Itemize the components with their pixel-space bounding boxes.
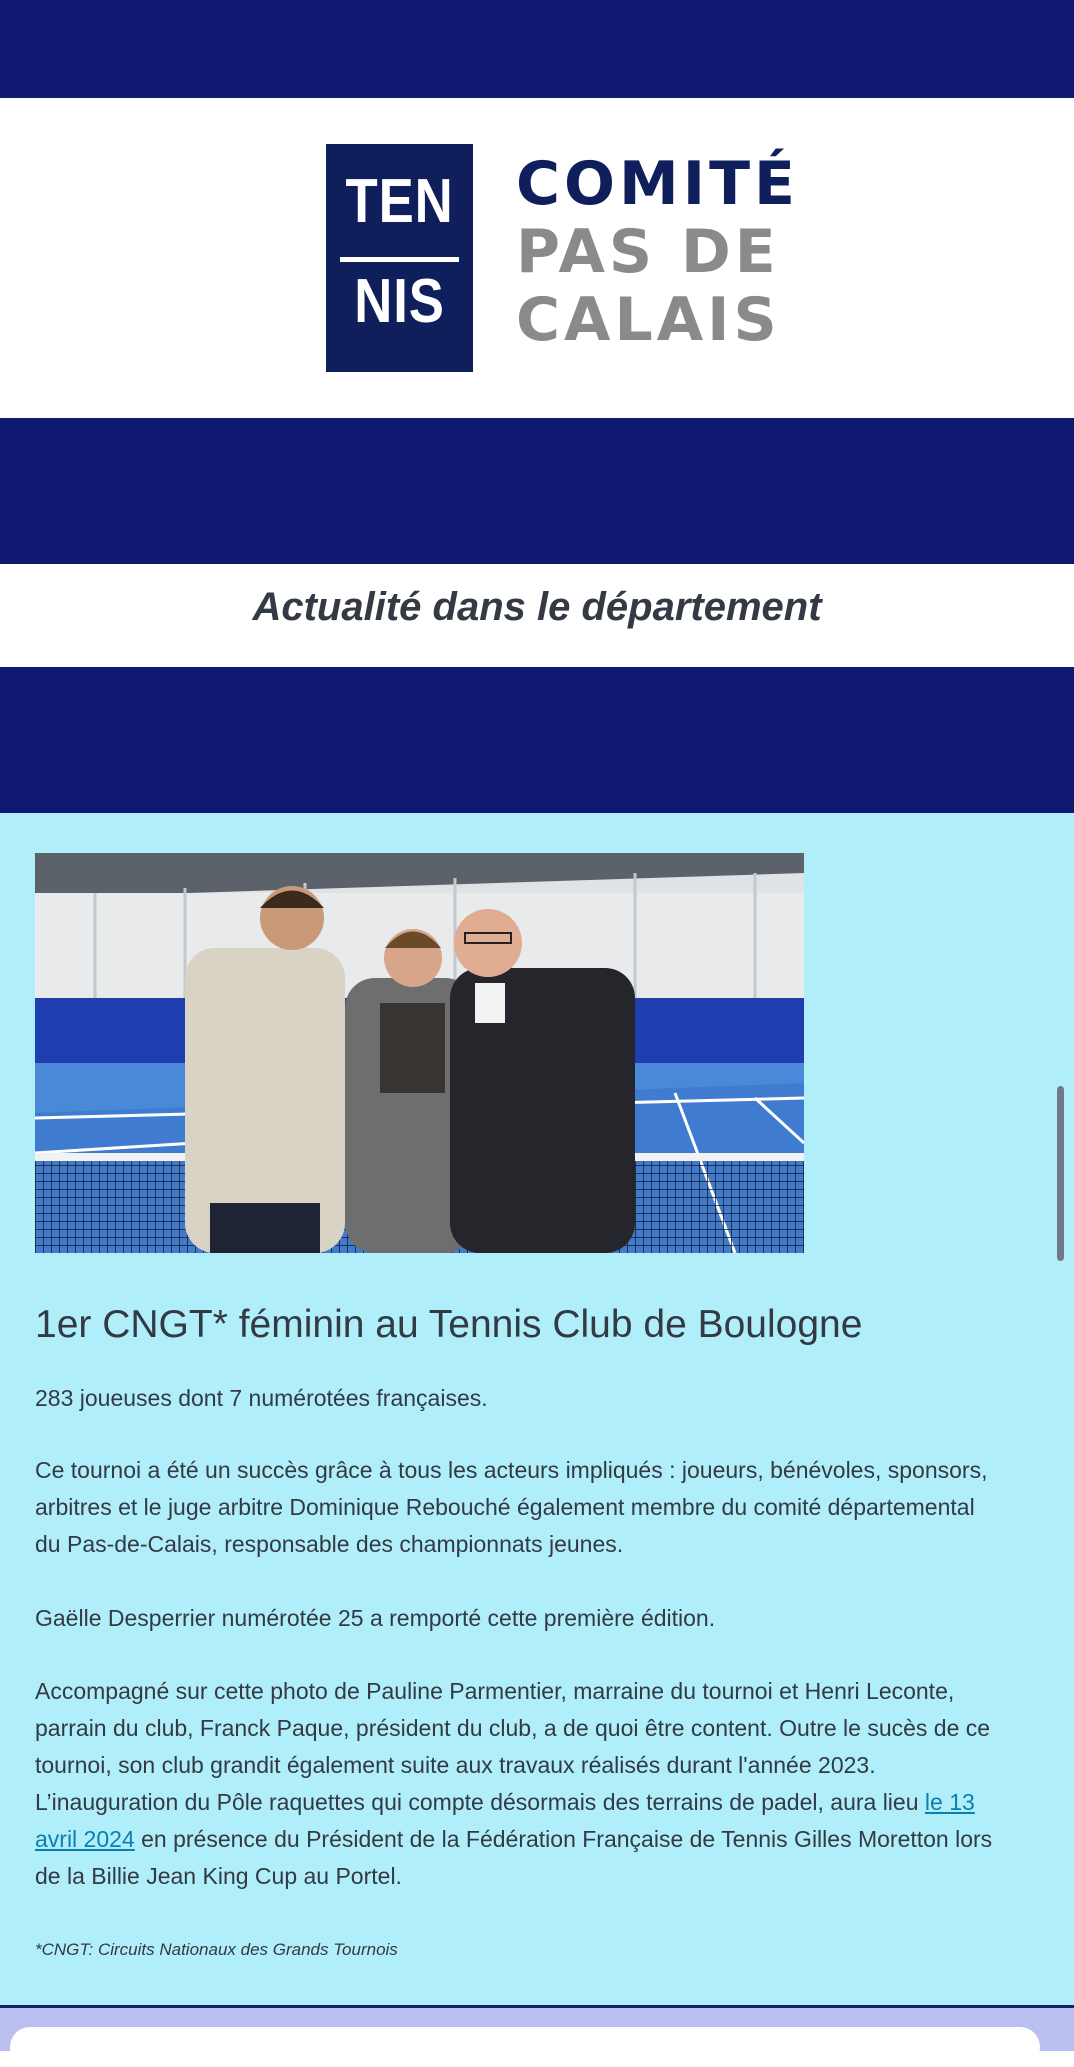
paragraph-line: de la Billie Jean King Cup au Portel.: [35, 1863, 402, 1889]
paragraph-success: [35, 1452, 1074, 1563]
tennis-logo-mark: [326, 144, 473, 372]
middle-navy-band: [0, 418, 1074, 564]
logo-mark-top: TEN: [345, 167, 454, 236]
article-title: 1er CNGT* féminin au Tennis Club de Boulogne: [35, 1303, 863, 1346]
paragraph-line: [35, 1821, 1074, 1858]
logo-line-calais: CALAIS: [516, 285, 781, 355]
paragraph-line: 283 joueuses dont 7 numérotées françaises.: [35, 1385, 488, 1411]
date-link[interactable]: le 13: [924, 1789, 975, 1815]
paragraph-text: en présence du Président de la Fédération Française de Tennis Gilles Moretton lors: [134, 1826, 993, 1852]
logo-mark-rule: [340, 257, 459, 262]
logo-wordmark: [516, 150, 799, 354]
paragraph-text: L’inauguration du Pôle raquettes qui compte désormais des terrains de padel, aura lieu: [35, 1789, 925, 1815]
article-photo: [35, 853, 804, 1253]
paragraph-line: [35, 1784, 1074, 1821]
scrollbar-thumb[interactable]: [1057, 1086, 1064, 1261]
paragraph-line: arbitres et le juge arbitre Dominique Rebouché également membre du comité départemental: [35, 1494, 975, 1520]
logo-mark-bottom: NIS: [354, 267, 445, 336]
paragraph-line: Ce tournoi a été un succès grâce à tous les acteurs impliqués : joueurs, bénévoles, sponsors,: [35, 1457, 988, 1483]
date-link-continued[interactable]: avril 2024: [35, 1826, 135, 1852]
paragraph-line: Accompagné sur cette photo de Pauline Parmentier, marraine du tournoi et Henri Leconte,: [35, 1678, 955, 1704]
logo-line-comite: COMITÉ: [516, 149, 799, 219]
paragraph-players: [35, 1380, 1074, 1417]
logo-line-pas-de: PAS DE: [516, 217, 780, 287]
footnote: *CNGT: Circuits Nationaux des Grands Tournois: [35, 1940, 398, 1959]
top-navy-band: [0, 0, 1074, 98]
paragraph-line: du Pas-de-Calais, responsable des championnats jeunes.: [35, 1531, 624, 1557]
lower-navy-band: [0, 667, 1074, 813]
paragraph-photo-caption: [35, 1673, 1074, 1895]
paragraph-line: parrain du club, Franck Paque, président du club, a de quoi être content. Outre le sucès de ce: [35, 1715, 991, 1741]
paragraph-line: tournoi, son club grandit également suite aux travaux réalisés durant l'année 2023.: [35, 1752, 876, 1778]
section-title: Actualité dans le département: [252, 585, 822, 629]
bottom-card: [10, 2027, 1040, 2067]
paragraph-line: Gaëlle Desperrier numérotée 25 a remporté cette première édition.: [35, 1605, 716, 1631]
paragraph-winner: [35, 1600, 1074, 1637]
